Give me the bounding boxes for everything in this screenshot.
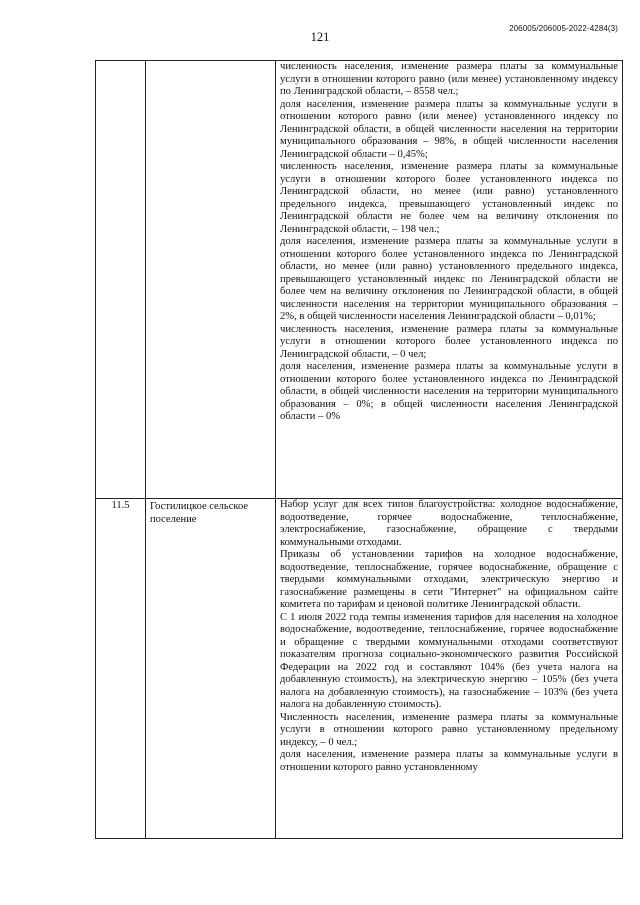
paragraph: численность населения, изменение размера платы за коммунальные услуги в отношении которого более установленного индекса по Ленинградской области, – 0 чел; <box>280 323 618 360</box>
page-number: 121 <box>310 30 330 44</box>
description-cell <box>276 499 623 839</box>
row-number-cell: 11.5 <box>96 499 146 839</box>
description-cell <box>276 61 623 499</box>
settlement-name-cell: Гостилицкое сельское поселение <box>146 499 276 839</box>
paragraph: доля населения, изменение размера платы за коммунальные услуги в отношении которого равно установленному <box>280 749 618 773</box>
row-number-cell <box>96 61 146 499</box>
table-row <box>96 61 623 499</box>
table-row <box>96 499 623 839</box>
paragraph: доля населения, изменение размера платы за коммунальные услуги в отношении которого более установленного индекса по Ленинградской области, в общей численности населения на территории муниципального образования – 0%; в общей численности населения Ленинградской области – 0% <box>280 361 618 422</box>
paragraph: численность населения, изменение размера платы за коммунальные услуги в отношении которого более установленного индекса по Ленинградской области, но менее (или равно) установленного предельного индекса, превышающего установленный индекс по Ленинградской области не более чем на величину отклонения по Ленинградской области, – 198 чел.; <box>280 161 618 235</box>
paragraph: С 1 июля 2022 года темпы изменения тарифов для населения на холодное водоснабжение, водоотведение, теплоснабжение, горячее водоснабжение и обращение с твердыми коммунальными отходами соответствуют показателям прогноза социально-экономического развития Российской Федерации на 2022 год и составляют 104% (без учета налога на добавленную стоимость), на электрическую энергию – 105% (без учета налога на добавленную стоимость), на газоснабжение – 103% (без учета налога на добавленную стоимость). <box>280 611 618 710</box>
document-code: 206005/206005-2022-4284(3) <box>509 24 618 33</box>
paragraph: доля населения, изменение размера платы за коммунальные услуги в отношении которого равно (или менее) установленного индексу по Ленинградской области, в общей численности населения на территории муниципального образования – 98%, в общей численности населения Ленинградской области – 0,45%; <box>280 98 618 160</box>
paragraph: Численность населения, изменение размера платы за коммунальные услуги в отношении которого равно установленному предельному индексу, – 0 чел.; <box>280 711 618 748</box>
settlement-name-cell <box>146 61 276 499</box>
tariff-table <box>95 60 623 839</box>
paragraph: численность населения, изменение размера платы за коммунальные услуги в отношении которого равно (или менее) установленному индексу по Ленинградской области, – 8558 чел.; <box>280 61 618 97</box>
paragraph: Набор услуг для всех типов благоустройства: холодное водоснабжение, водоотведение, горячее водоснабжение, теплоснабжение, электроснабжение, газоснабжение, обращение с твердыми коммунальными отходами. <box>280 499 618 548</box>
paragraph: доля населения, изменение размера платы за коммунальные услуги в отношении которого более установленного индекса по Ленинградской области, но менее (или равно) установленного предельного индекса, превышающего установленный индекс по Ленинградской области не более чем на величину отклонения по Ленинградской области, в общей численности населения на территории муниципального образования – 2%, в общей численности населения Ленинградской области – 0,01%; <box>280 236 618 322</box>
paragraph: Приказы об установлении тарифов на холодное водоснабжение, водоотведение, теплоснабжение, горячее водоснабжение, обращение с твердыми коммунальными отходами, электрическую энергию и газоснабжение размещены в сети "Интернет" на официальном сайте комитета по тарифам и ценовой политике Ленинградской области. <box>280 549 618 610</box>
